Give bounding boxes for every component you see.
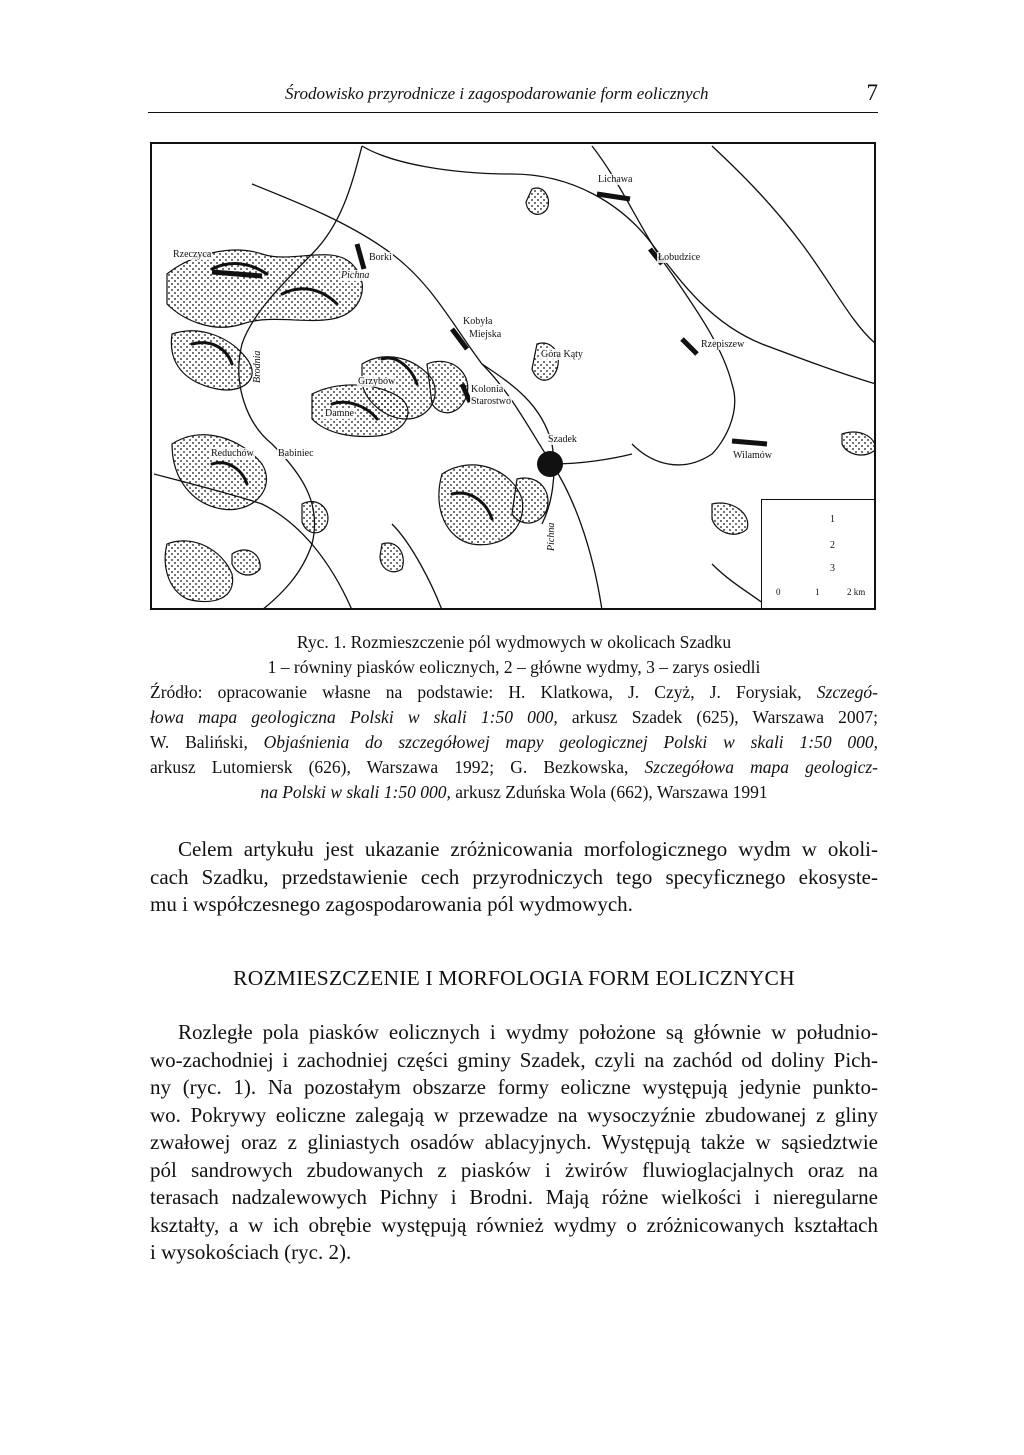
label-borki: Borki: [369, 252, 392, 263]
label-szadek: Szadek: [548, 434, 577, 445]
source-italic: łowa mapa geologiczna Polski w skali 1:50 000,: [150, 707, 558, 727]
legend-item-1: 1: [830, 514, 835, 525]
scale-tick-2: 2 km: [847, 587, 866, 597]
source-italic: Objaśnienia do szczegółowej mapy geologicznej Polski w skali 1:50 000,: [263, 732, 879, 752]
label-river-pichna: Pichna: [546, 522, 557, 551]
paragraph-line: i wysokościach (ryc. 2).: [150, 1240, 352, 1264]
caption-source-line-3: [150, 730, 878, 755]
label-lobudzice: Łobudzice: [658, 252, 701, 263]
source-italic: Szczegółowa mapa geologicz-: [644, 757, 878, 777]
label-rzepiszew: Rzepiszew: [701, 339, 745, 350]
label-wilamow: Wilamów: [733, 450, 773, 461]
label-gora-katy: Góra Kąty: [541, 349, 583, 360]
body-paragraph: [150, 1019, 878, 1267]
label-damne: Damne: [325, 408, 354, 419]
caption-legend-line: 1 – równiny piasków eolicznych, 2 – główne wydmy, 3 – zarys osiedli: [267, 657, 761, 677]
source-italic: Szczegó-: [816, 682, 878, 702]
label-kolonia: Kolonia: [471, 384, 504, 395]
legend-item-3: 3: [830, 563, 835, 574]
map-legend: [761, 499, 876, 610]
label-pichna-village: Pichna: [341, 270, 370, 281]
caption-title: Ryc. 1. Rozmieszczenie pól wydmowych w okolicach Szadku: [296, 632, 732, 652]
source-text: W. Baliński,: [150, 732, 264, 752]
label-lichawa: Lichawa: [598, 174, 633, 185]
caption-source-line-2: [150, 705, 878, 730]
source-text: arkusz Szadek (625), Warszawa 2007;: [557, 707, 878, 727]
running-head: [150, 80, 878, 114]
label-miejska: Miejska: [469, 329, 502, 340]
paragraph-line: wo-zachodniej i zachodniej części gminy Szadek, czyli na zachód od doliny Pich-: [150, 1047, 878, 1072]
scale-tick-0: 0: [776, 587, 781, 597]
paragraph-line: cach Szadku, przedstawienie cech przyrodniczych tego specyficznego ekosyste-: [150, 864, 878, 889]
paragraph-line: Rozległe pola piasków eolicznych i wydmy położone są głównie w południo-: [178, 1020, 878, 1044]
header-rule: [148, 112, 878, 113]
source-text: arkusz Lutomiersk (626), Warszawa 1992; G. Bezkowska,: [150, 757, 645, 777]
caption-source-line-5: [150, 780, 878, 805]
paragraph-line: pól sandrowych zbudowanych z piasków i żwirów fluwioglacjalnych oraz na: [150, 1157, 878, 1182]
paragraph-line: zwałowej oraz z gliniastych osadów ablacyjnych. Występują także w sąsiedztwie: [150, 1130, 878, 1154]
szadek-town-marker: [537, 451, 563, 477]
source-text: arkusz Zduńska Wola (662), Warszawa 1991: [450, 782, 768, 802]
paragraph-line: Celem artykułu jest ukazanie zróżnicowania morfologicznego wydm w okoli-: [178, 837, 878, 861]
paragraph-line: ny (ryc. 1). Na pozostałym obszarze formy eoliczne występują jedynie punkto-: [150, 1075, 878, 1099]
source-italic: na Polski w skali 1:50 000,: [260, 782, 451, 802]
label-rzeczyca: Rzeczyca: [173, 249, 212, 260]
label-grzybow: Grzybów: [358, 376, 396, 387]
figure-caption: [150, 630, 878, 805]
label-reduchow: Reduchów: [211, 448, 254, 459]
paragraph-line: mu i współczesnego zagospodarowania pól wydmowych.: [150, 892, 633, 916]
legend-item-2: 2: [830, 540, 835, 551]
paragraph-line: terasach nadzalewowych Pichny i Brodni. Mają różne wielkości i nieregularne: [150, 1185, 878, 1209]
paragraph-line: wo. Pokrywy eoliczne zalegają w przewadze na wysoczyźnie zbudowanej z gliny: [150, 1102, 878, 1127]
running-title: Środowisko przyrodnicze i zagospodarowanie form eolicznych: [285, 84, 709, 103]
caption-source-line-1: [150, 680, 878, 705]
scale-tick-1: 1: [815, 587, 820, 597]
caption-source-line-4: [150, 755, 878, 780]
caption-source: [150, 680, 878, 805]
page-number: 7: [866, 80, 878, 105]
intro-paragraph: [150, 836, 878, 919]
source-text: Źródło: opracowanie własne na podstawie: H. Klatkowa, J. Czyż, J. Forysiak,: [150, 682, 817, 702]
label-babiniec: Babiniec: [278, 448, 314, 459]
section-heading: ROZMIESZCZENIE I MORFOLOGIA FORM EOLICZNYCH: [233, 966, 795, 990]
label-kobyla: Kobyła: [463, 316, 493, 327]
label-river-brodnia: Brodnia: [252, 350, 263, 383]
label-starostwo: Starostwo: [471, 396, 511, 407]
paragraph-line: kształty, a w ich obrębie występują również wydmy o zróżnicowanych kształtach: [150, 1212, 878, 1237]
map-figure: [150, 142, 876, 610]
